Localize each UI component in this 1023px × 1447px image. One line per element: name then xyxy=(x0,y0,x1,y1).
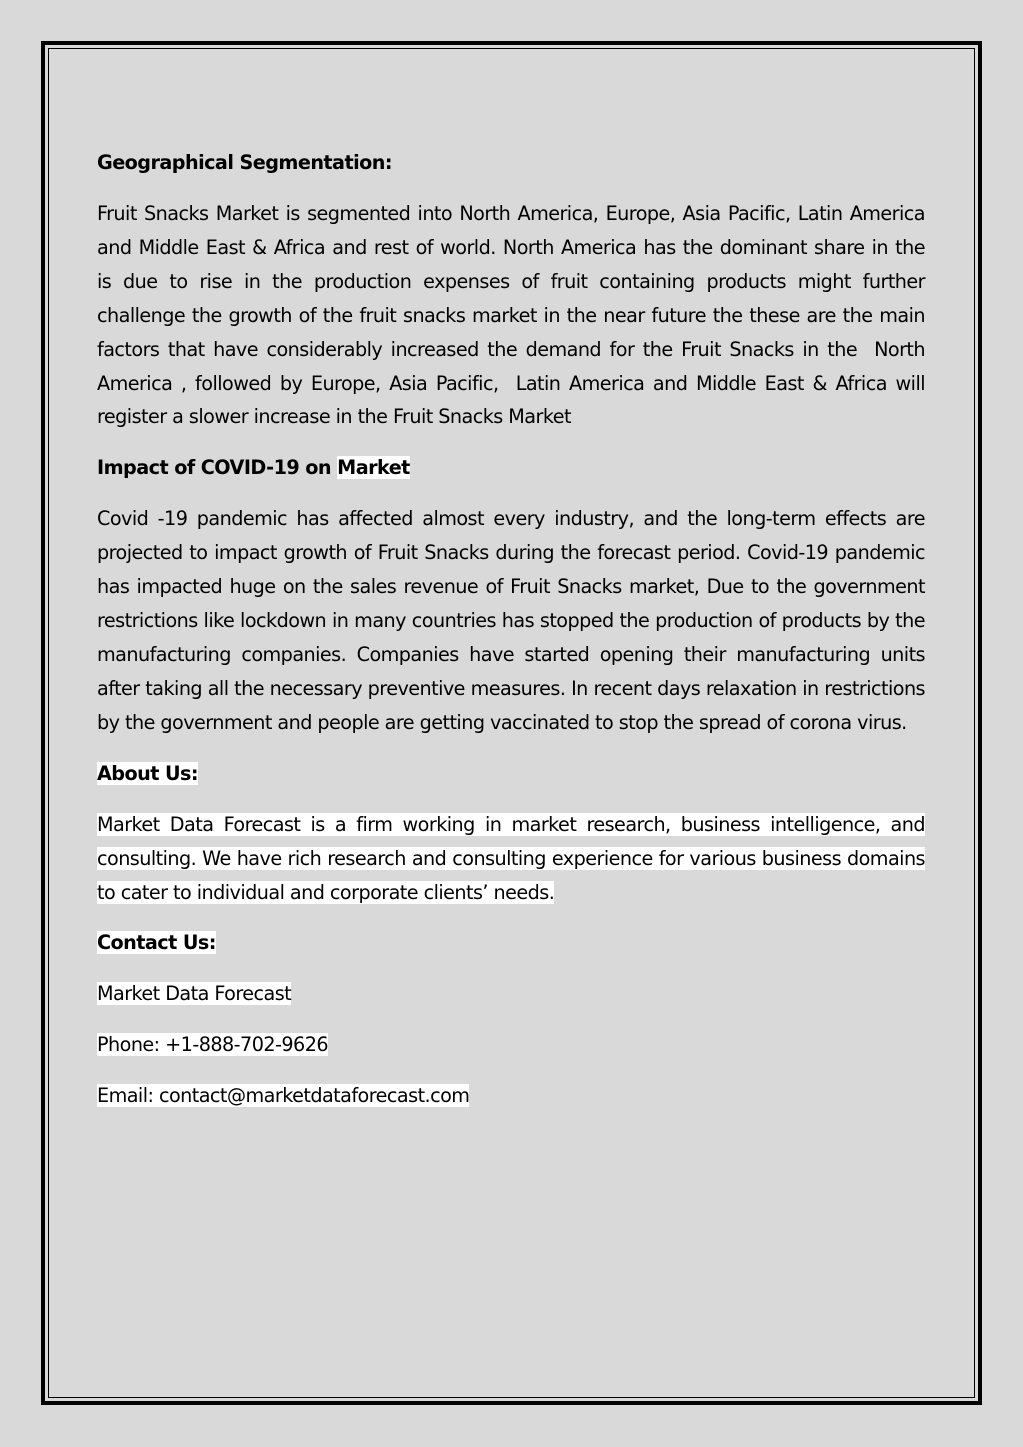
contact-company-text: Market Data Forecast xyxy=(97,982,292,1006)
about-paragraph-text: Market Data Forecast is a firm working in market research, business intelligence, and consulting. We have rich research and consulting experience for various business domains to cater to individual and corporate clients’ needs. xyxy=(97,812,925,904)
about-heading xyxy=(97,757,925,791)
about-heading-text: About Us: xyxy=(97,761,199,785)
contact-phone-text: Phone: +1-888-702-9626 xyxy=(97,1033,329,1057)
contact-company xyxy=(97,977,925,1011)
contact-email xyxy=(97,1079,925,1113)
contact-phone xyxy=(97,1028,925,1062)
geo-paragraph: Fruit Snacks Market is segmented into North America, Europe, Asia Pacific, Latin America and Middle East & Africa and rest of world. North America has the dominant share in the is due to rise in the production expenses of fruit containing products might further challenge the growth of the fruit snacks market in the near future the these are the main factors that have considerably increased the demand for the Fruit Snacks in the North America , followed by Europe, Asia Pacific, Latin America and Middle East & Africa will register a slower increase in the Fruit Snacks Market xyxy=(97,202,942,429)
contact-heading xyxy=(97,926,925,960)
document-content xyxy=(97,146,942,1130)
contact-heading-text: Contact Us: xyxy=(97,931,216,955)
contact-email-text: Email: contact@marketdataforecast.com xyxy=(97,1084,470,1108)
about-paragraph xyxy=(97,808,925,910)
geo-heading: Geographical Segmentation: xyxy=(97,151,392,174)
covid-heading xyxy=(97,451,925,485)
covid-heading-prefix: Impact of COVID-19 on xyxy=(97,456,338,480)
covid-heading-highlight: Market xyxy=(337,456,410,480)
covid-paragraph: Covid -19 pandemic has affected almost every industry, and the long-term effects are projected to impact growth of Fruit Snacks during the forecast period. Covid-19 pandemic has impacted huge on the sales revenue of Fruit Snacks market, Due to the government restrictions like lockdown in many countries has stopped the production of products by the manufacturing companies. Companies have started opening their manufacturing units after taking all the necessary preventive measures. In recent days relaxation in restrictions by the government and people are getting vaccinated to stop the spread of corona virus. xyxy=(97,507,925,734)
